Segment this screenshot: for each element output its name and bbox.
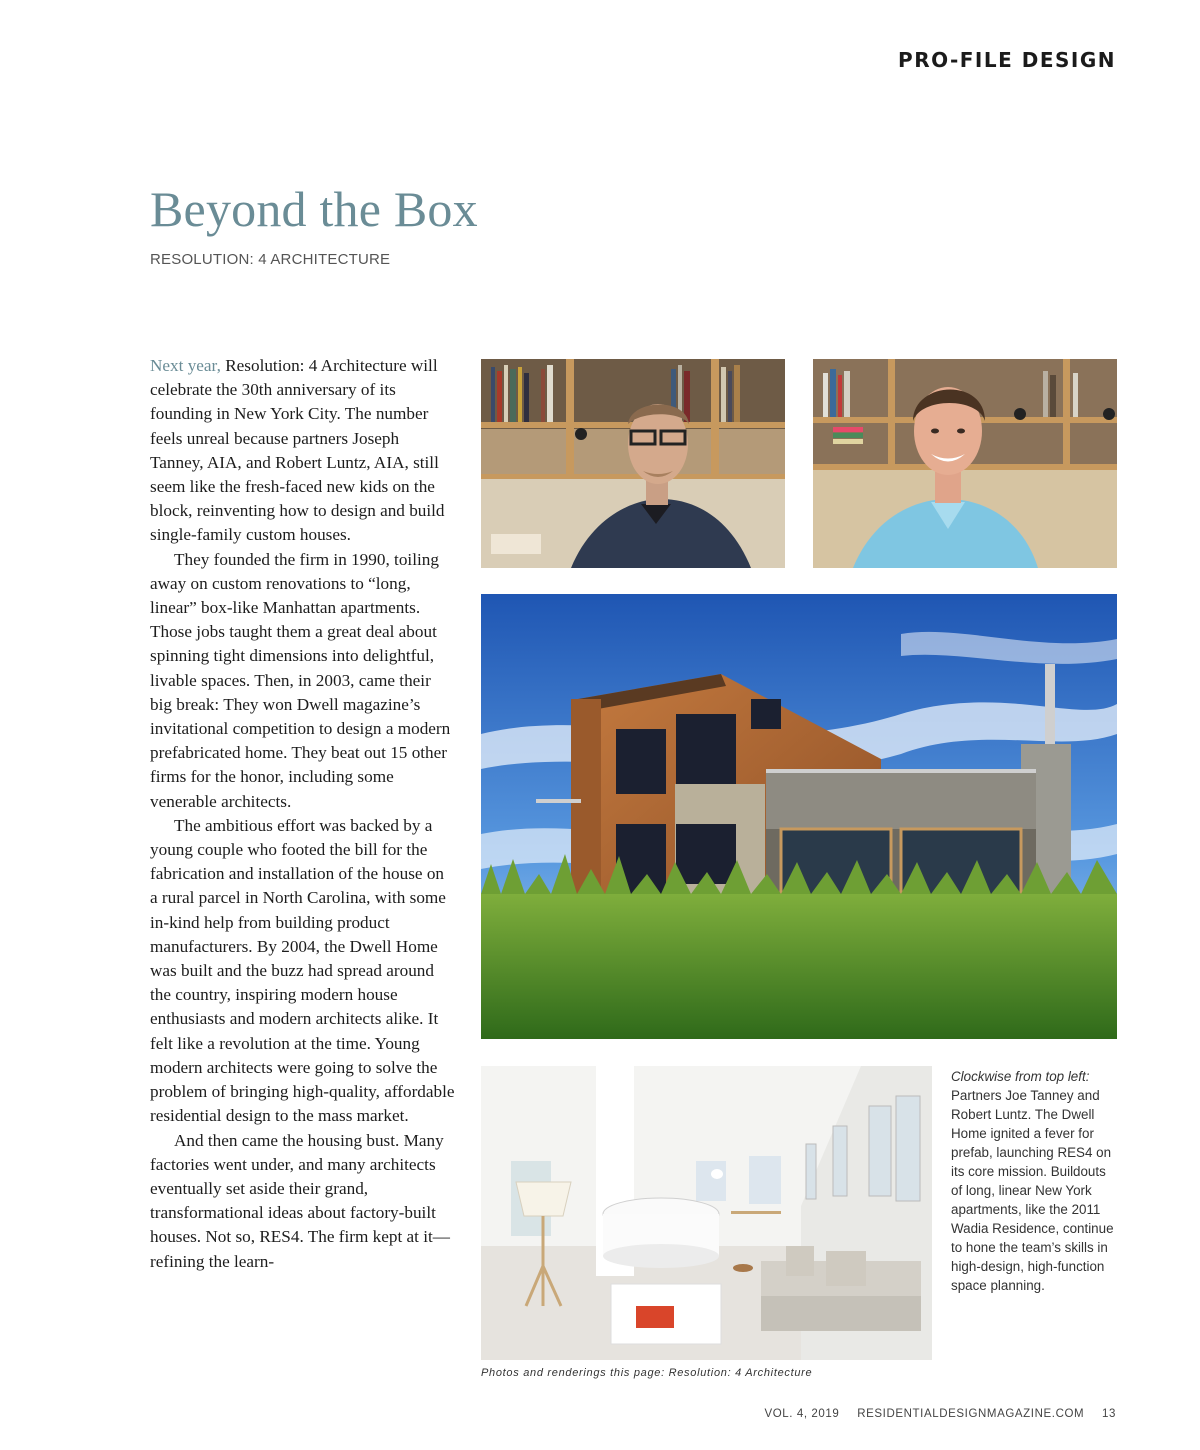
website-label: RESIDENTIALDESIGNMAGAZINE.COM bbox=[857, 1408, 1085, 1420]
photo-credit: Photos and renderings this page: Resolution: 4 Architecture bbox=[481, 1367, 813, 1379]
body-paragraph bbox=[150, 354, 455, 548]
article-body bbox=[150, 354, 455, 1274]
body-paragraph-text: Resolution: 4 Architecture will celebrate the 30th anniversary of its founding in New York City. The number feels unreal because partners Joseph Tanney, AIA, and Robert Luntz, AIA, still seem like the fresh-faced new kids on the block, reinventing how to design and build single-family custom houses. bbox=[150, 356, 445, 545]
issue-label: VOL. 4, 2019 bbox=[764, 1408, 840, 1420]
article-subtitle: RESOLUTION: 4 ARCHITECTURE bbox=[150, 251, 391, 268]
portrait-photo-luntz bbox=[813, 359, 1117, 568]
article-title: Beyond the Box bbox=[150, 181, 478, 237]
body-paragraph: They founded the firm in 1990, toiling away on custom renovations to “long, linear” box-like Manhattan apartments. Those jobs taught them a great deal about spinning tight dimensions into delightful, livable spaces. Then, in 2003, came their big break: They won Dwell magazine’s invitational competition to design a modern prefabricated home. They beat out 15 other firms for the honor, including some venerable architects. bbox=[150, 549, 451, 811]
page-footer bbox=[764, 1408, 1116, 1420]
page-number: 13 bbox=[1102, 1408, 1116, 1420]
body-paragraph: And then came the housing bust. Many factories went under, and many architects eventually set aside their grand, transformational ideas about factory-built houses. Not so, RES4. The firm kept at it—refining the learn- bbox=[150, 1130, 450, 1271]
caption-text: Partners Joe Tanney and Robert Luntz. The Dwell Home ignited a fever for prefab, launching RES4 on its core mission. Buildouts of long, linear New York apartments, like the 2011 Wadia Residence, continue to hone the team’s skills in high-design, high-function space planning. bbox=[951, 1088, 1114, 1293]
body-paragraph: The ambitious effort was backed by a young couple who footed the bill for the fabrication and installation of the house on a rural parcel in North Carolina, with some in-kind help from building product manufacturers. By 2004, the Dwell Home was built and the buzz had spread around the country, inspiring modern house enthusiasts and modern architects alike. It felt like a revolution at the time. Young modern architects were going to solve the problem of bringing high-quality, affordable residential design to the mass market. bbox=[150, 815, 455, 1126]
portrait-photo-tanney bbox=[481, 359, 785, 568]
wadia-residence-photo bbox=[481, 1066, 932, 1360]
caption-lead: Clockwise from top left: bbox=[951, 1069, 1090, 1084]
photo-caption bbox=[951, 1067, 1119, 1295]
dwell-home-photo bbox=[481, 594, 1117, 1039]
lead-in: Next year, bbox=[150, 356, 221, 375]
section-label: PRO-FILE DESIGN bbox=[898, 48, 1116, 72]
